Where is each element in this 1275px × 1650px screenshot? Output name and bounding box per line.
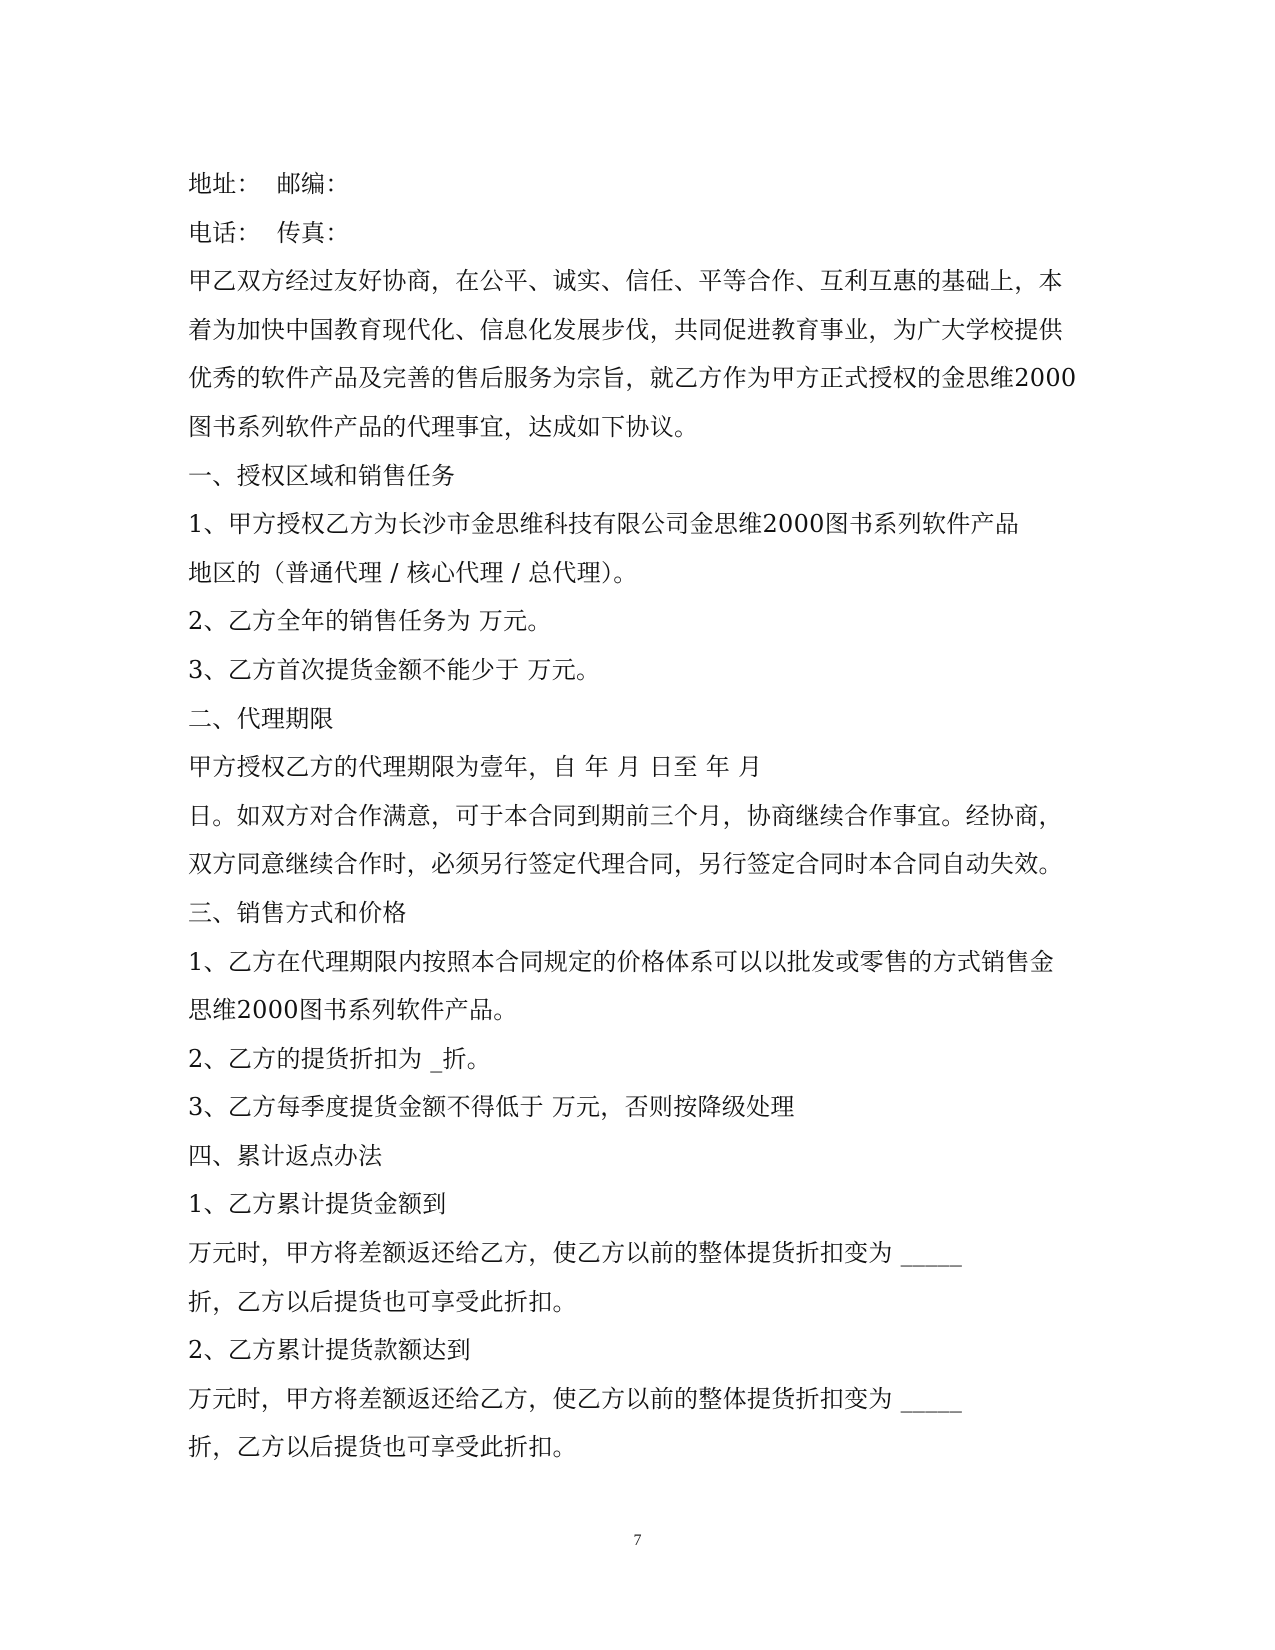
term-line-2: 日。如双方对合作满意，可于本合同到期前三个月，协商继续合作事宜。经协商， — [188, 801, 1063, 830]
clause-3-2: 2、乙方的提货折扣为 _折。 — [188, 1044, 492, 1073]
address-postcode-line: 地址： 邮编： — [188, 170, 350, 198]
term-line-1: 甲方授权乙方的代理期限为壹年，自 年 月 日至 年 月 — [188, 753, 763, 782]
section-heading-term: 二、代理期限 — [188, 704, 334, 733]
preamble-line-3: 优秀的软件产品及完善的售后服务为宗旨，就乙方作为甲方正式授权的金思维2000 — [188, 364, 1077, 393]
clause-4-2-line-3: 折，乙方以后提货也可享受此折扣。 — [188, 1433, 577, 1462]
clause-4-1-line-2: 万元时，甲方将差额返还给乙方，使乙方以前的整体提货折扣变为 _____ — [188, 1239, 963, 1268]
preamble-line-2: 着为加快中国教育现代化、信息化发展步伐，共同促进教育事业，为广大学校提供 — [188, 315, 1063, 344]
clause-1-2: 2、乙方全年的销售任务为 万元。 — [188, 607, 552, 636]
page-number: 7 — [633, 1532, 642, 1549]
clause-4-1-line-1: 1、乙方累计提货金额到 — [188, 1190, 447, 1219]
section-heading-authorization: 一、授权区域和销售任务 — [188, 461, 456, 490]
clause-1-1-line-1: 1、甲方授权乙方为长沙市金思维科技有限公司金思维2000图书系列软件产品 — [188, 510, 1020, 539]
clause-1-1-line-2: 地区的（普通代理 / 核心代理 / 总代理）。 — [188, 558, 638, 587]
section-heading-sales-price: 三、销售方式和价格 — [188, 898, 407, 927]
clause-3-1-line-1: 1、乙方在代理期限内按照本合同规定的价格体系可以以批发或零售的方式销售金 — [188, 947, 1055, 976]
phone-fax-line: 电话： 传真： — [188, 218, 350, 247]
clause-3-3: 3、乙方每季度提货金额不得低于 万元，否则按降级处理 — [188, 1093, 795, 1122]
clause-4-2-line-1: 2、乙方累计提货款额达到 — [188, 1336, 471, 1365]
clause-3-1-line-2: 思维2000图书系列软件产品。 — [188, 996, 518, 1025]
clause-1-3: 3、乙方首次提货金额不能少于 万元。 — [188, 655, 601, 684]
document-body — [188, 160, 1088, 1472]
clause-4-1-line-3: 折，乙方以后提货也可享受此折扣。 — [188, 1287, 577, 1316]
preamble-line-1: 甲乙双方经过友好协商，在公平、诚实、信任、平等合作、互利互惠的基础上，本 — [188, 267, 1063, 296]
term-line-3: 双方同意继续合作时，必须另行签定代理合同，另行签定合同时本合同自动失效。 — [188, 850, 1063, 879]
preamble-line-4: 图书系列软件产品的代理事宜，达成如下协议。 — [188, 412, 699, 441]
section-heading-rebate: 四、累计返点办法 — [188, 1141, 383, 1170]
clause-4-2-line-2: 万元时，甲方将差额返还给乙方，使乙方以前的整体提货折扣变为 _____ — [188, 1384, 963, 1413]
